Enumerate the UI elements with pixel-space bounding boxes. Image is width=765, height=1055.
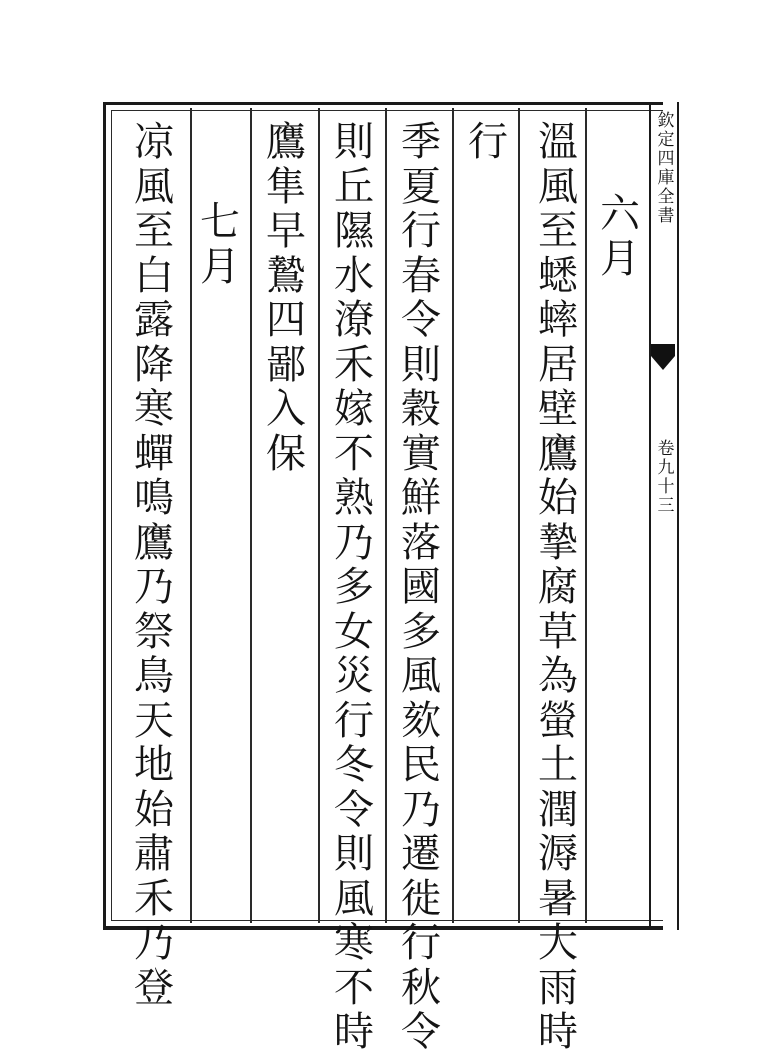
glyph: 四 [266, 297, 306, 343]
margin-glyph: 定 [657, 130, 675, 150]
glyph: 則 [334, 119, 374, 165]
glyph: 天 [134, 697, 174, 744]
glyph: 時 [334, 1009, 374, 1055]
glyph: 入 [266, 386, 306, 432]
glyph: 令 [401, 1009, 441, 1055]
glyph: 蟋 [538, 252, 578, 299]
glyph: 熟 [334, 475, 374, 521]
glyph: 行 [401, 920, 441, 966]
glyph: 季 [401, 119, 441, 165]
glyph: 遷 [401, 831, 441, 877]
margin-title [651, 112, 681, 226]
glyph: 保 [266, 430, 306, 477]
text-column-3 [460, 120, 516, 165]
glyph: 螢 [538, 697, 578, 744]
glyph: 風 [134, 163, 174, 210]
glyph: 夏 [401, 163, 441, 210]
glyph: 露 [134, 297, 174, 343]
glyph: 鳥 [134, 653, 174, 699]
column-divider [385, 108, 387, 923]
glyph: 摯 [538, 519, 578, 566]
glyph: 鷹 [134, 519, 174, 566]
glyph: 冬 [334, 742, 374, 788]
margin-glyph: 書 [657, 206, 675, 226]
margin-glyph: 四 [657, 149, 675, 169]
glyph: 暑 [538, 875, 578, 922]
glyph: 女 [334, 608, 374, 655]
glyph: 寒 [134, 386, 174, 432]
glyph: 土 [538, 742, 578, 788]
text-column-1 [530, 120, 586, 1055]
glyph: 蟬 [134, 430, 174, 477]
glyph: 月 [200, 243, 240, 290]
glyph: 鷹 [266, 119, 306, 165]
glyph: 禾 [134, 875, 174, 922]
glyph: 六 [600, 191, 640, 237]
glyph: 多 [334, 564, 374, 610]
glyph: 民 [401, 742, 441, 788]
glyph: 災 [334, 653, 374, 699]
glyph: 行 [334, 697, 374, 744]
margin-glyph: 欽 [657, 111, 675, 131]
glyph: 隰 [334, 208, 374, 254]
column-divider [518, 108, 520, 923]
glyph: 鷹 [538, 430, 578, 477]
glyph: 乃 [334, 519, 374, 566]
column-divider [250, 108, 252, 923]
glyph: 至 [538, 208, 578, 254]
glyph: 始 [538, 475, 578, 521]
glyph: 嫁 [334, 386, 374, 432]
glyph: 肅 [134, 831, 174, 877]
glyph: 鄙 [266, 341, 306, 388]
text-column-6 [258, 120, 314, 476]
glyph: 地 [134, 742, 174, 788]
text-column-5 [326, 120, 382, 1055]
glyph: 不 [334, 430, 374, 477]
glyph: 時 [538, 1009, 578, 1055]
glyph: 月 [600, 235, 640, 282]
glyph: 令 [334, 786, 374, 833]
glyph: 則 [334, 831, 374, 877]
glyph: 寒 [334, 920, 374, 966]
margin-volume [651, 440, 681, 516]
glyph: 則 [401, 341, 441, 388]
glyph: 乃 [134, 564, 174, 610]
glyph: 落 [401, 519, 441, 566]
glyph: 蟀 [538, 297, 578, 343]
glyph: 七 [200, 199, 240, 245]
glyph: 鳴 [134, 475, 174, 521]
glyph: 鮮 [401, 475, 441, 521]
glyph: 秋 [401, 964, 441, 1011]
glyph: 不 [334, 964, 374, 1011]
glyph: 潤 [538, 786, 578, 833]
text-column-4 [393, 120, 449, 1055]
fish-tail-mark [650, 342, 676, 372]
glyph: 欬 [401, 697, 441, 744]
glyph: 溫 [538, 119, 578, 165]
glyph: 大 [538, 920, 578, 966]
glyph: 風 [334, 875, 374, 922]
glyph: 白 [134, 252, 174, 299]
glyph: 多 [401, 608, 441, 655]
glyph: 水 [334, 252, 374, 299]
glyph: 行 [468, 119, 508, 165]
glyph: 徙 [401, 875, 441, 922]
glyph: 風 [538, 163, 578, 210]
glyph: 居 [538, 341, 578, 388]
glyph: 壁 [538, 386, 578, 432]
glyph: 雨 [538, 964, 578, 1011]
glyph: 早 [266, 208, 306, 254]
margin-glyph: 庫 [657, 168, 675, 188]
glyph: 降 [134, 341, 174, 388]
margin-glyph: 十 [657, 477, 675, 497]
margin-glyph: 九 [657, 458, 675, 478]
glyph: 實 [401, 430, 441, 477]
column-divider [452, 108, 454, 923]
text-column-2 [592, 192, 648, 281]
glyph: 凉 [134, 119, 174, 165]
glyph: 風 [401, 653, 441, 699]
glyph: 草 [538, 608, 578, 655]
glyph: 乃 [134, 920, 174, 966]
glyph: 丘 [334, 163, 374, 210]
glyph: 穀 [401, 386, 441, 432]
glyph: 腐 [538, 564, 578, 610]
margin-glyph: 三 [657, 496, 675, 516]
column-divider [318, 108, 320, 923]
glyph: 行 [401, 208, 441, 254]
glyph: 乃 [401, 786, 441, 833]
glyph: 隼 [266, 163, 306, 210]
text-column-7 [192, 200, 248, 289]
glyph: 鷙 [266, 252, 306, 299]
glyph: 祭 [134, 608, 174, 655]
glyph: 國 [401, 564, 441, 610]
text-column-8 [126, 120, 182, 1010]
glyph: 禾 [334, 341, 374, 388]
glyph: 溽 [538, 831, 578, 877]
margin-strip [649, 102, 679, 930]
glyph: 潦 [334, 297, 374, 343]
margin-glyph: 全 [657, 187, 675, 207]
glyph: 令 [401, 297, 441, 343]
glyph: 始 [134, 786, 174, 833]
margin-glyph: 卷 [657, 439, 675, 459]
glyph: 為 [538, 653, 578, 699]
glyph: 至 [134, 208, 174, 254]
glyph: 登 [134, 964, 174, 1011]
glyph: 春 [401, 252, 441, 299]
